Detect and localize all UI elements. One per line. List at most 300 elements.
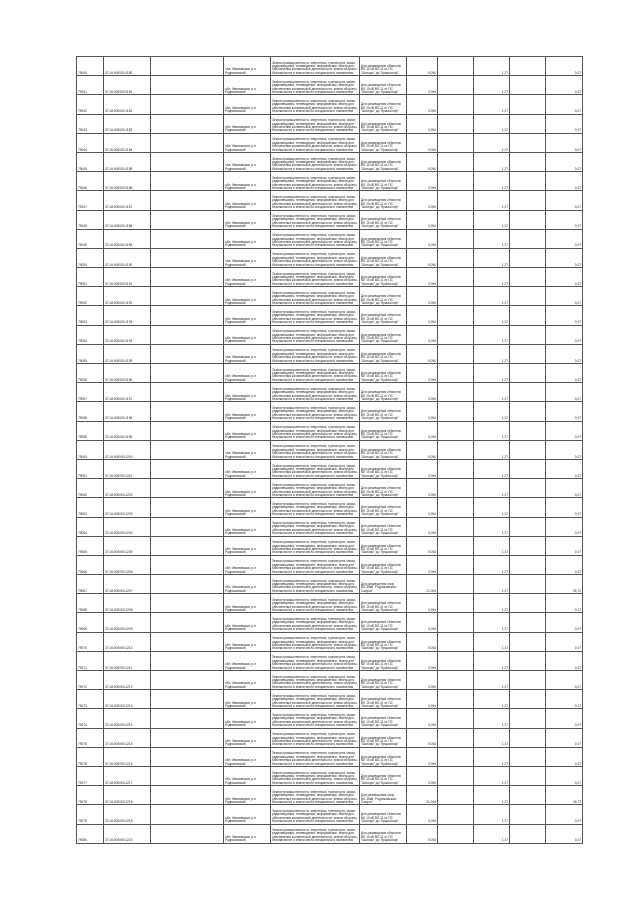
cell-cadastral-number: 37:16:000000:1199 [104, 421, 151, 440]
cell-address: обл. Ивановская, р-н Родниковский [224, 613, 271, 632]
cell-empty [151, 651, 224, 670]
cell-empty [438, 805, 474, 824]
cell-empty [438, 152, 474, 171]
cell-empty [438, 191, 474, 210]
table-row [77, 671, 583, 690]
cell-unit-value: 1,27 [474, 709, 510, 728]
cell-permitted-use: Для размещения объектов ВЛ 10 кВ ВЛ-11 от ПС "Шагоры" до "Кржиштоф" [360, 210, 407, 229]
cell-empty [151, 690, 224, 709]
cell-empty [510, 364, 546, 383]
cell-address: обл. Ивановская, р-н Родниковский [224, 344, 271, 363]
cell-permitted-use: Для размещения объектов ВЛ 10 кВ ВЛ-11 от ПС "Шагоры" до "Кржиштоф" [360, 248, 407, 267]
cell-unit-value: 1,27 [474, 210, 510, 229]
cell-empty [510, 152, 546, 171]
cell-empty [151, 95, 224, 114]
cell-area: 0,054 [407, 325, 438, 344]
cell-empty [438, 210, 474, 229]
table-row [77, 268, 583, 287]
cell-empty [438, 76, 474, 95]
cell-permitted-use: Для размещения объектов ВЛ 10 кВ ВЛ-11 от ПС "Шагоры" до "Кржиштоф" [360, 114, 407, 133]
cell-address: обл. Ивановская, р-н Родниковский [224, 479, 271, 498]
cell-cadastral-value: 0,07 [546, 268, 583, 287]
cell-record-number: 79044 [77, 133, 104, 152]
cell-cadastral-number: 37:16:000000:1215 [104, 728, 151, 747]
cell-land-category: Земли промышленности, энергетики, транспорта, связи, радиовещания, телевидения, информатики, земли для обеспечения космической деятельности, земли обороны, безопасности и земли иного специального назначения [271, 383, 360, 402]
cell-empty [438, 709, 474, 728]
cell-permitted-use: Для размещения объектов ВЛ 10 кВ ВЛ-11 от ПС "Шагоры" до "Кржиштоф" [360, 690, 407, 709]
cell-empty [510, 57, 546, 76]
cell-empty [438, 517, 474, 536]
cell-empty [151, 114, 224, 133]
cell-cadastral-value: 0,07 [546, 306, 583, 325]
cell-area: 0,054 [407, 306, 438, 325]
cell-cadastral-value: 0,07 [546, 402, 583, 421]
cell-unit-value: 1,27 [474, 671, 510, 690]
cell-cadastral-number: 37:16:000000:1190 [104, 248, 151, 267]
cell-area: 0,054 [407, 421, 438, 440]
cell-empty [151, 517, 224, 536]
cell-area: 0,054 [407, 268, 438, 287]
cell-area: 0,054 [407, 287, 438, 306]
cell-area: 0,054 [407, 536, 438, 555]
cell-cadastral-value: 0,07 [546, 632, 583, 651]
cell-empty [510, 440, 546, 459]
cell-cadastral-value: 0,07 [546, 536, 583, 555]
cell-area: 0,054 [407, 248, 438, 267]
cell-empty [151, 632, 224, 651]
cell-cadastral-number: 37:16:000000:1192 [104, 287, 151, 306]
cell-cadastral-number: 37:16:000000:1186 [104, 172, 151, 191]
cell-area: 21,004 [407, 575, 438, 594]
cell-land-category: Земли промышленности, энергетики, транспорта, связи, радиовещания, телевидения, информатики, земли для обеспечения космической деятельности, земли обороны, безопасности и земли иного специального назначения [271, 824, 360, 843]
cell-cadastral-number: 37:16:000000:1210 [104, 632, 151, 651]
cell-area: 0,054 [407, 57, 438, 76]
cell-cadastral-number: 37:16:000000:1198 [104, 402, 151, 421]
cell-permitted-use: Для размещения объектов ВЛ 10 кВ ВЛ-11 от ПС "Шагоры" до "Кржиштоф" [360, 325, 407, 344]
cell-cadastral-value: 0,07 [546, 325, 583, 344]
cell-empty [510, 728, 546, 747]
cell-permitted-use: Для размещения объектов ВЛ 10 кВ ВЛ-11 от ПС "Шагоры" до "Кржиштоф" [360, 709, 407, 728]
cell-permitted-use: Для размещения объектов ВЛ 10 кВ ВЛ-11 от ПС "Шагоры" до "Кржиштоф" [360, 268, 407, 287]
cell-area: 21,004 [407, 786, 438, 805]
cell-empty [151, 613, 224, 632]
cell-area: 0,054 [407, 440, 438, 459]
cell-empty [438, 498, 474, 517]
cell-cadastral-number: 37:16:000000:1219 [104, 805, 151, 824]
cell-unit-value: 1,27 [474, 575, 510, 594]
cell-land-category: Земли промышленности, энергетики, транспорта, связи, радиовещания, телевидения, информатики, земли для обеспечения космической деятельности, земли обороны, безопасности и земли иного специального назначения [271, 766, 360, 785]
cell-empty [510, 671, 546, 690]
cell-cadastral-value: 0,07 [546, 766, 583, 785]
table-row [77, 191, 583, 210]
cell-address: обл. Ивановская, р-н Родниковский [224, 210, 271, 229]
cell-empty [151, 805, 224, 824]
cell-area: 0,054 [407, 805, 438, 824]
cell-empty [151, 594, 224, 613]
cell-empty [438, 364, 474, 383]
cell-unit-value: 1,27 [474, 248, 510, 267]
cell-record-number: 79065 [77, 536, 104, 555]
cell-empty [510, 747, 546, 766]
cell-area: 0,054 [407, 517, 438, 536]
cell-unit-value: 1,27 [474, 498, 510, 517]
cell-record-number: 79047 [77, 191, 104, 210]
cell-land-category: Земли промышленности, энергетики, транспорта, связи, радиовещания, телевидения, информатики, земли для обеспечения космической деятельности, земли обороны, безопасности и земли иного специального назначения [271, 57, 360, 76]
cell-cadastral-number: 37:16:000000:1213 [104, 690, 151, 709]
cell-land-category: Земли промышленности, энергетики, транспорта, связи, радиовещания, телевидения, информатики, земли для обеспечения космической деятельности, земли обороны, безопасности и земли иного специального назначения [271, 555, 360, 574]
cell-empty [438, 613, 474, 632]
table-row [77, 210, 583, 229]
cell-permitted-use: Для размещения объектов ВЛ 10 кВ ВЛ-11 от ПС "Шагоры" до "Кржиштоф" [360, 95, 407, 114]
cell-empty [151, 57, 224, 76]
cell-empty [438, 747, 474, 766]
cell-land-category: Земли промышленности, энергетики, транспорта, связи, радиовещания, телевидения, информатики, земли для обеспечения космической деятельности, земли обороны, безопасности и земли иного специального назначения [271, 786, 360, 805]
cell-cadastral-value: 0,07 [546, 690, 583, 709]
cell-empty [151, 325, 224, 344]
cell-cadastral-value: 0,07 [546, 517, 583, 536]
cell-cadastral-value: 26,72 [546, 786, 583, 805]
table-row [77, 152, 583, 171]
cell-empty [510, 133, 546, 152]
cell-record-number: 79068 [77, 594, 104, 613]
cell-empty [438, 248, 474, 267]
cell-empty [510, 229, 546, 248]
table-body [77, 57, 583, 844]
cell-land-category: Земли промышленности, энергетики, транспорта, связи, радиовещания, телевидения, информатики, земли для обеспечения космической деятельности, земли обороны, безопасности и земли иного специального назначения [271, 517, 360, 536]
table-row [77, 248, 583, 267]
cell-unit-value: 1,27 [474, 133, 510, 152]
cell-area: 0,054 [407, 383, 438, 402]
table-row [77, 517, 583, 536]
cell-record-number: 79051 [77, 268, 104, 287]
table-row [77, 498, 583, 517]
table-row [77, 114, 583, 133]
table-row [77, 364, 583, 383]
cell-empty [438, 728, 474, 747]
table-row [77, 536, 583, 555]
cell-cadastral-number: 37:16:000000:1180 [104, 57, 151, 76]
cell-land-category: Земли промышленности, энергетики, транспорта, связи, радиовещания, телевидения, информатики, земли для обеспечения космической деятельности, земли обороны, безопасности и земли иного специального назначения [271, 344, 360, 363]
cell-cadastral-value: 0,07 [546, 498, 583, 517]
cell-permitted-use: Для размещения объектов ВЛ 10 кВ ВЛ-11 от ПС "Шагоры" до "Кржиштоф" [360, 152, 407, 171]
cell-permitted-use: Для размещения объектов ВЛ 10 кВ ВЛ-11 от ПС "Шагоры" до "Кржиштоф" [360, 344, 407, 363]
cell-land-category: Земли промышленности, энергетики, транспорта, связи, радиовещания, телевидения, информатики, земли для обеспечения космической деятельности, земли обороны, безопасности и земли иного специального назначения [271, 229, 360, 248]
cell-record-number: 79066 [77, 555, 104, 574]
cell-record-number: 79058 [77, 402, 104, 421]
table-row [77, 766, 583, 785]
cell-area: 0,054 [407, 344, 438, 363]
cell-area: 0,054 [407, 824, 438, 843]
cell-land-category: Земли промышленности, энергетики, транспорта, связи, радиовещания, телевидения, информатики, земли для обеспечения космической деятельности, земли обороны, безопасности и земли иного специального назначения [271, 268, 360, 287]
cell-empty [438, 383, 474, 402]
cell-area: 0,054 [407, 402, 438, 421]
cell-empty [510, 421, 546, 440]
cell-record-number: 79078 [77, 786, 104, 805]
cell-permitted-use: Для размещения опор ВЛ-35кВ "Родниковская-Сакула" [360, 786, 407, 805]
cell-empty [151, 248, 224, 267]
cell-unit-value: 1,27 [474, 536, 510, 555]
cell-empty [151, 152, 224, 171]
cell-unit-value: 1,27 [474, 95, 510, 114]
cell-record-number: 79053 [77, 306, 104, 325]
cell-empty [510, 709, 546, 728]
cell-area: 0,054 [407, 133, 438, 152]
cell-land-category: Земли промышленности, энергетики, транспорта, связи, радиовещания, телевидения, информатики, земли для обеспечения космической деятельности, земли обороны, безопасности и земли иного специального назначения [271, 536, 360, 555]
cell-empty [151, 671, 224, 690]
cell-land-category: Земли промышленности, энергетики, транспорта, связи, радиовещания, телевидения, информатики, земли для обеспечения космической деятельности, земли обороны, безопасности и земли иного специального назначения [271, 191, 360, 210]
cell-address: обл. Ивановская, р-н Родниковский [224, 555, 271, 574]
cell-empty [151, 364, 224, 383]
cell-cadastral-value: 0,07 [546, 651, 583, 670]
cell-empty [438, 114, 474, 133]
cell-cadastral-number: 37:16:000000:1207 [104, 575, 151, 594]
cell-permitted-use: Для размещения объектов ВЛ 10 кВ ВЛ-11 от ПС "Шагоры" до "Кржиштоф" [360, 594, 407, 613]
cell-unit-value: 1,27 [474, 268, 510, 287]
cell-record-number: 79050 [77, 248, 104, 267]
cell-empty [510, 479, 546, 498]
cell-permitted-use: Для размещения объектов ВЛ 10 кВ ВЛ-11 от ПС "Шагоры" до "Кржиштоф" [360, 479, 407, 498]
cell-record-number: 79075 [77, 728, 104, 747]
cell-land-category: Земли промышленности, энергетики, транспорта, связи, радиовещания, телевидения, информатики, земли для обеспечения космической деятельности, земли обороны, безопасности и земли иного специального назначения [271, 95, 360, 114]
cell-permitted-use: Для размещения объектов ВЛ 10 кВ ВЛ-11 от ПС "Шагоры" до "Кржиштоф" [360, 421, 407, 440]
table-row [77, 402, 583, 421]
cell-cadastral-value: 0,07 [546, 421, 583, 440]
cell-empty [510, 613, 546, 632]
cell-permitted-use: Для размещения объектов ВЛ 10 кВ ВЛ-11 от ПС "Шагоры" до "Кржиштоф" [360, 766, 407, 785]
table-row [77, 306, 583, 325]
cell-cadastral-number: 37:16:000000:1211 [104, 651, 151, 670]
cell-empty [438, 172, 474, 191]
cell-unit-value: 1,27 [474, 613, 510, 632]
cell-empty [510, 517, 546, 536]
cell-unit-value: 1,27 [474, 229, 510, 248]
cell-record-number: 79069 [77, 613, 104, 632]
cell-empty [510, 306, 546, 325]
cell-empty [151, 536, 224, 555]
cell-record-number: 79070 [77, 632, 104, 651]
cell-record-number: 79067 [77, 575, 104, 594]
cell-empty [438, 479, 474, 498]
cell-empty [510, 325, 546, 344]
cell-area: 0,054 [407, 459, 438, 478]
cell-cadastral-number: 37:16:000000:1188 [104, 210, 151, 229]
cell-record-number: 79074 [77, 709, 104, 728]
cell-permitted-use: Для размещения объектов ВЛ 10 кВ ВЛ-11 от ПС "Шагоры" до "Кржиштоф" [360, 191, 407, 210]
table-row [77, 747, 583, 766]
cell-empty [438, 402, 474, 421]
cell-permitted-use: Для размещения объектов ВЛ 10 кВ ВЛ-11 от ПС "Шагоры" до "Кржиштоф" [360, 824, 407, 843]
cell-empty [151, 402, 224, 421]
cell-unit-value: 1,27 [474, 402, 510, 421]
cell-cadastral-value: 0,07 [546, 824, 583, 843]
cell-cadastral-number: 37:16:000000:1181 [104, 76, 151, 95]
cell-land-category: Земли промышленности, энергетики, транспорта, связи, радиовещания, телевидения, информатики, земли для обеспечения космической деятельности, земли обороны, безопасности и земли иного специального назначения [271, 114, 360, 133]
cell-empty [510, 191, 546, 210]
cell-permitted-use: Для размещения объектов ВЛ 10 кВ ВЛ-11 от ПС "Шагоры" до "Кржиштоф" [360, 671, 407, 690]
cell-address: обл. Ивановская, р-н Родниковский [224, 536, 271, 555]
cell-address: обл. Ивановская, р-н Родниковский [224, 459, 271, 478]
cell-address: обл. Ивановская, р-н Родниковский [224, 402, 271, 421]
cell-record-number: 79062 [77, 479, 104, 498]
cell-unit-value: 1,27 [474, 76, 510, 95]
cell-permitted-use: Для размещения объектов ВЛ 10 кВ ВЛ-11 от ПС "Шагоры" до "Кржиштоф" [360, 383, 407, 402]
cell-empty [151, 824, 224, 843]
cell-land-category: Земли промышленности, энергетики, транспорта, связи, радиовещания, телевидения, информатики, земли для обеспечения космической деятельности, земли обороны, безопасности и земли иного специального назначения [271, 402, 360, 421]
cell-empty [438, 575, 474, 594]
cell-permitted-use: Для размещения объектов ВЛ 10 кВ ВЛ-11 от ПС "Шагоры" до "Кржиштоф" [360, 306, 407, 325]
table-row [77, 632, 583, 651]
cell-address: обл. Ивановская, р-н Родниковский [224, 383, 271, 402]
table-row [77, 440, 583, 459]
cell-cadastral-number: 37:16:000000:1220 [104, 824, 151, 843]
cell-unit-value: 1,27 [474, 57, 510, 76]
cell-record-number: 79057 [77, 383, 104, 402]
cell-record-number: 79071 [77, 651, 104, 670]
cell-land-category: Земли промышленности, энергетики, транспорта, связи, радиовещания, телевидения, информатики, земли для обеспечения космической деятельности, земли обороны, безопасности и земли иного специального назначения [271, 248, 360, 267]
table-row [77, 786, 583, 805]
cell-unit-value: 1,27 [474, 325, 510, 344]
cell-permitted-use: Для размещения объектов ВЛ 10 кВ ВЛ-11 от ПС "Шагоры" до "Кржиштоф" [360, 536, 407, 555]
cell-cadastral-value: 0,07 [546, 364, 583, 383]
cell-empty [510, 172, 546, 191]
cell-land-category: Земли промышленности, энергетики, транспорта, связи, радиовещания, телевидения, информатики, земли для обеспечения космической деятельности, земли обороны, безопасности и земли иного специального назначения [271, 805, 360, 824]
cell-cadastral-number: 37:16:000000:1218 [104, 786, 151, 805]
cell-area: 0,054 [407, 364, 438, 383]
table-row [77, 575, 583, 594]
cell-record-number: 79046 [77, 172, 104, 191]
cell-unit-value: 1,27 [474, 728, 510, 747]
cell-area: 0,054 [407, 671, 438, 690]
cell-record-number: 79060 [77, 440, 104, 459]
cell-empty [438, 651, 474, 670]
cell-empty [438, 786, 474, 805]
cell-cadastral-number: 37:16:000000:1197 [104, 383, 151, 402]
cell-empty [151, 575, 224, 594]
cell-address: обл. Ивановская, р-н Родниковский [224, 786, 271, 805]
cell-unit-value: 1,27 [474, 805, 510, 824]
cell-address: обл. Ивановская, р-н Родниковский [224, 76, 271, 95]
cell-permitted-use: Для размещения объектов ВЛ 10 кВ ВЛ-11 от ПС "Шагоры" до "Кржиштоф" [360, 555, 407, 574]
cell-area: 0,054 [407, 690, 438, 709]
cell-cadastral-number: 37:16:000000:1185 [104, 152, 151, 171]
table-row [77, 613, 583, 632]
cell-unit-value: 1,27 [474, 632, 510, 651]
cell-cadastral-value: 0,07 [546, 57, 583, 76]
cell-permitted-use: Для размещения объектов ВЛ 10 кВ ВЛ-11 от ПС "Шагоры" до "Кржиштоф" [360, 364, 407, 383]
cell-land-category: Земли промышленности, энергетики, транспорта, связи, радиовещания, телевидения, информатики, земли для обеспечения космической деятельности, земли обороны, безопасности и земли иного специального назначения [271, 651, 360, 670]
cell-land-category: Земли промышленности, энергетики, транспорта, связи, радиовещания, телевидения, информатики, земли для обеспечения космической деятельности, земли обороны, безопасности и земли иного специального назначения [271, 364, 360, 383]
cell-cadastral-number: 37:16:000000:1189 [104, 229, 151, 248]
cell-cadastral-value: 0,07 [546, 594, 583, 613]
cell-unit-value: 1,27 [474, 383, 510, 402]
cell-unit-value: 1,27 [474, 747, 510, 766]
cell-empty [510, 383, 546, 402]
cell-empty [151, 766, 224, 785]
cell-area: 0,054 [407, 766, 438, 785]
cell-address: обл. Ивановская, р-н Родниковский [224, 364, 271, 383]
cell-empty [151, 786, 224, 805]
cell-record-number: 79043 [77, 114, 104, 133]
cell-address: обл. Ивановская, р-н Родниковский [224, 498, 271, 517]
cell-empty [151, 421, 224, 440]
cell-permitted-use: Для размещения объектов ВЛ 10 кВ ВЛ-11 от ПС "Шагоры" до "Кржиштоф" [360, 440, 407, 459]
cell-empty [510, 575, 546, 594]
table-row [77, 344, 583, 363]
table-row [77, 76, 583, 95]
cell-empty [438, 632, 474, 651]
cell-unit-value: 1,27 [474, 766, 510, 785]
cell-area: 0,054 [407, 191, 438, 210]
cell-unit-value: 1,27 [474, 786, 510, 805]
cell-empty [510, 268, 546, 287]
cell-address: обл. Ивановская, р-н Родниковский [224, 824, 271, 843]
cell-empty [438, 306, 474, 325]
cell-cadastral-value: 0,07 [546, 459, 583, 478]
cell-empty [510, 786, 546, 805]
cell-land-category: Земли промышленности, энергетики, транспорта, связи, радиовещания, телевидения, информатики, земли для обеспечения космической деятельности, земли обороны, безопасности и земли иного специального назначения [271, 210, 360, 229]
cell-cadastral-value: 0,07 [546, 479, 583, 498]
cell-unit-value: 1,27 [474, 459, 510, 478]
cell-land-category: Земли промышленности, энергетики, транспорта, связи, радиовещания, телевидения, информатики, земли для обеспечения космической деятельности, земли обороны, безопасности и земли иного специального назначения [271, 459, 360, 478]
cell-cadastral-value: 0,07 [546, 440, 583, 459]
table-row [77, 651, 583, 670]
cell-permitted-use: Для размещения объектов ВЛ 10 кВ ВЛ-11 от ПС "Шагоры" до "Кржиштоф" [360, 517, 407, 536]
cell-land-category: Земли промышленности, энергетики, транспорта, связи, радиовещания, телевидения, информатики, земли для обеспечения космической деятельности, земли обороны, безопасности и земли иного специального назначения [271, 498, 360, 517]
table-row [77, 133, 583, 152]
cell-address: обл. Ивановская, р-н Родниковский [224, 57, 271, 76]
cell-unit-value: 1,27 [474, 114, 510, 133]
cell-area: 0,054 [407, 229, 438, 248]
cell-address: обл. Ивановская, р-н Родниковский [224, 690, 271, 709]
cell-unit-value: 1,27 [474, 152, 510, 171]
cell-record-number: 79079 [77, 805, 104, 824]
cell-empty [510, 594, 546, 613]
cell-address: обл. Ивановская, р-н Родниковский [224, 651, 271, 670]
cell-address: обл. Ивановская, р-н Родниковский [224, 421, 271, 440]
cell-cadastral-number: 37:16:000000:1194 [104, 325, 151, 344]
cell-empty [438, 824, 474, 843]
table-row [77, 57, 583, 76]
cell-address: обл. Ивановская, р-н Родниковский [224, 709, 271, 728]
cell-cadastral-value: 0,07 [546, 555, 583, 574]
cell-area: 0,054 [407, 152, 438, 171]
cell-permitted-use: Для размещения объектов ВЛ 10 кВ ВЛ-11 от ПС "Шагоры" до "Кржиштоф" [360, 632, 407, 651]
cell-cadastral-number: 37:16:000000:1217 [104, 766, 151, 785]
cell-empty [510, 498, 546, 517]
cell-cadastral-value: 0,07 [546, 805, 583, 824]
cell-address: обл. Ивановская, р-н Родниковский [224, 325, 271, 344]
cell-area: 0,054 [407, 709, 438, 728]
cell-record-number: 79055 [77, 344, 104, 363]
cell-cadastral-value: 0,07 [546, 747, 583, 766]
cell-empty [510, 287, 546, 306]
cell-empty [510, 95, 546, 114]
cell-land-category: Земли промышленности, энергетики, транспорта, связи, радиовещания, телевидения, информатики, земли для обеспечения космической деятельности, земли обороны, безопасности и земли иного специального назначения [271, 709, 360, 728]
cell-empty [151, 268, 224, 287]
cell-area: 0,054 [407, 95, 438, 114]
cell-land-category: Земли промышленности, энергетики, транспорта, связи, радиовещания, телевидения, информатики, земли для обеспечения космической деятельности, земли обороны, безопасности и земли иного специального назначения [271, 671, 360, 690]
cell-address: обл. Ивановская, р-н Родниковский [224, 191, 271, 210]
cell-cadastral-number: 37:16:000000:1204 [104, 517, 151, 536]
cell-address: обл. Ивановская, р-н Родниковский [224, 133, 271, 152]
cell-unit-value: 1,27 [474, 594, 510, 613]
land-parcels-table [76, 56, 583, 844]
table-row [77, 555, 583, 574]
cell-empty [151, 747, 224, 766]
cell-empty [151, 459, 224, 478]
cell-record-number: 79041 [77, 76, 104, 95]
table-row [77, 824, 583, 843]
